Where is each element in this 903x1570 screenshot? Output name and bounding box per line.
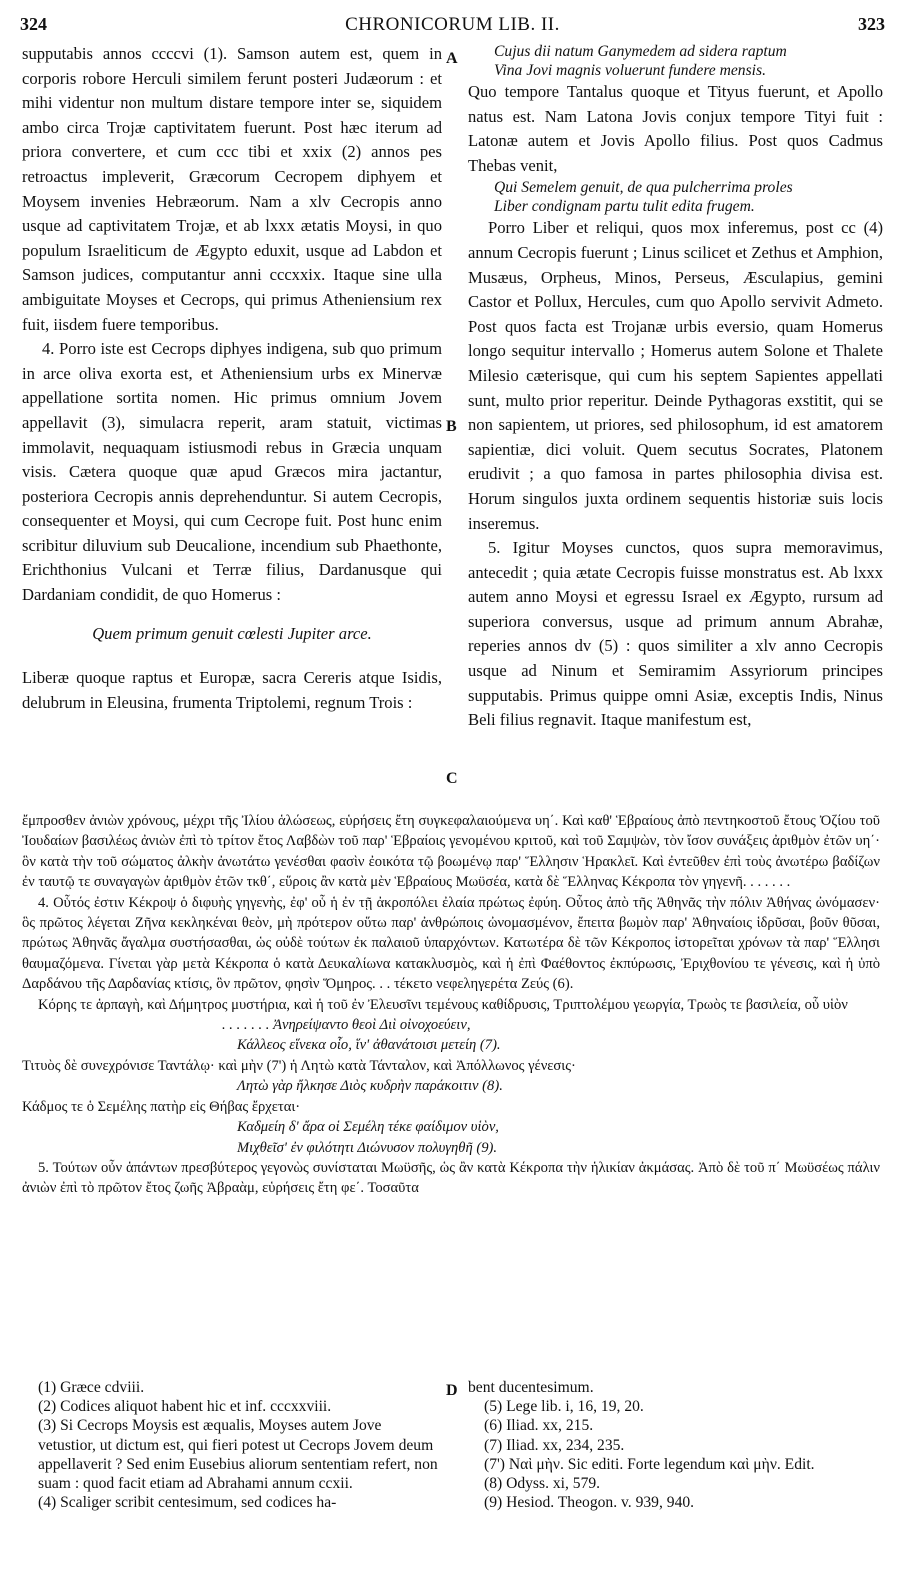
- footnote-7-prime: (7') Ναὶ μὴν. Sic editi. Forte legendum καὶ μὴν. Edit.: [484, 1455, 815, 1473]
- footnote-7: (7) Iliad. xx, 234, 235.: [484, 1436, 625, 1454]
- greek-paragraph-5: Κάδμος τε ὁ Σεμέλης πατὴρ εἰς Θήβας ἔρχεται·: [22, 1098, 301, 1115]
- greek-text-block: [22, 811, 880, 1199]
- greek-paragraph-1: ἔμπροσθεν ἀνιὼν χρόνους, μέχρι τῆς Ἰλίου ἁλώσεως, εὑρήσεις ἔτη συγκεφαλαιούμενα υη΄. Καὶ καθ' Ἑβραίους ἀπὸ πεντηκοστοῦ ἔτους Ὀζίου τοῦ Ἰουδαίων βασιλέως ἀνιὼν ἐπὶ τὸ τρίτον ἔτος Λαβδὼν τοῦ παρ' Ἑβραίοις γενομένου κριτοῦ, καὶ τοῦ Σαμψὼν, τὸν ἴσον συνάξεις ἀριθμὸν ἐτῶν υη΄· ὃν κατὰ τὴν τοῦ σώματος ἀλκὴν ἀνωτάτω γενέσθαι φασὶν ἐοικότα τῷ βοωμένῳ παρ' Ἕλλησιν Ἡρακλεῖ. Καὶ ἐντεῦθεν ἐπὶ τοὺς ἀνωτέρω βαδίζων ἐν ταυτῷ τε συναγαγὼν ἀριθμὸν ἐτῶν τκθ΄, εὕροις ἂν κατὰ μὲν Ἑβραίους Μωϋσέα, κατὰ δὲ Ἕλληνας Κέκροπα τὸν γηγενῆ. . . . . . .: [22, 813, 880, 891]
- margin-letter-b: B: [446, 418, 457, 435]
- latin-right-column: [468, 42, 883, 733]
- margin-letter-d: D: [446, 1382, 458, 1399]
- page-number-right: 323: [858, 14, 885, 34]
- right-verse-1-line-2: Vina Jovi magnis voluerunt fundere mensis.: [494, 62, 766, 79]
- footnotes-left: [22, 1378, 442, 1512]
- greek-verse-3b: Μιχθεῖσ' ἐν φιλότητι Διώνυσον πολυγηθῆ (9).: [237, 1139, 498, 1156]
- page-header: [20, 14, 885, 40]
- right-paragraph-1: Quo tempore Tantalus quoque et Tityus fuerunt, et Apollo natus est. Nam Latona Jovis conjux tempore Tityi fuit : Latonæ autem et Jovis Apollo filius. Post quos Cadmus Thebas venit,: [468, 82, 883, 175]
- left-paragraph-2: 4. Porro iste est Cecrops diphyes indigena, sub quo primum in arce oliva exorta est, et Atheniensium urbs ex Minervæ appellatione sortita nomen. Hic primus omnium Jovem appellavit (3), simulacra reperit, aram statuit, victimas immolavit, nequaquam istiusmodi rebus in Græcia unquam visis. Cætera quoque quæ apud Græcos mira jactantur, posteriora Cecropis annis deprehenduntur. Si autem Cecropis, consequenter et Moysi, qui cum Cecrope fuit. Post hunc enim scribitur diluvium sub Deucalione, incendium sub Phaethonte, Erichthonius Vulcani et Terræ filius, Dardanusque qui Dardaniam condidit, de quo Homerus :: [22, 339, 442, 605]
- footnotes-right: [468, 1378, 883, 1512]
- footnote-6: (6) Iliad. xx, 215.: [484, 1417, 594, 1435]
- greek-verse-3a: Καδμείη δ' ἄρα οἱ Σεμέλη τέκε φαίδιμον υἱὸν,: [237, 1119, 499, 1136]
- greek-paragraph-3: Κόρης τε ἁρπαγὴ, καὶ Δήμητρος μυστήρια, καὶ ἡ τοῦ ἐν Ἐλευσῖνι τεμένους καθίδρυσις, Τριπτολέμου γεωργία, Τρωὸς τε βασιλεία, οὗ υἱὸν: [38, 996, 848, 1013]
- greek-paragraph-6: 5. Τούτων οὖν ἁπάντων πρεσβύτερος γεγονὼς συνίσταται Μωϋσῆς, ὡς ἂν κατὰ Κέκροπα τὴν ἡλικίαν ἀκμάσας. Ἀπὸ δὲ τοῦ π΄ Μωϋσέως πάλιν ἀνιὼν ἐπὶ τὸ πρῶτον ἔτος ζωῆς Ἀβραὰμ, εὑρήσεις ἔτη φε΄. Τοσαῦτα: [22, 1159, 880, 1197]
- running-title: CHRONICORUM LIB. II.: [345, 14, 560, 35]
- footnote-8: (8) Odyss. xi, 579.: [484, 1475, 601, 1493]
- page-number-left: 324: [20, 14, 47, 34]
- greek-verse-1a: . . . . . . . Ἀνηρείψαντο θεοὶ Διὶ οἰνοχοεύειν,: [222, 1017, 471, 1034]
- greek-paragraph-4: Τιτυὸς δὲ συνεχρόνισε Ταντάλῳ· καὶ μὴν (7') ἡ Λητὼ κατὰ Τάνταλον, καὶ Ἀπόλλωνος γένεσις·: [22, 1057, 576, 1074]
- right-verse-2-line-2: Liber condignam partu tulit edita frugem.: [494, 198, 755, 216]
- footnote-1: (1) Græce cdviii.: [38, 1379, 145, 1396]
- right-paragraph-3: 5. Igitur Moyses cunctos, quos supra memoravimus, antecedit ; quia ætate Cecropis fuisse monstratus est. Ab lxxx autem anno Moysi et egressu Israel ex Ægypto, rursum ad superiora conversus, usque ad primum annum Abrahæ, reperies annos dv (5) : quos similiter a xlv anno Cecropis usque ad Ninum et Semiramim Assyriorum principes supputabis. Primus quippe omni Asiæ, exceptis Indis, Ninus Beli filius regnavit. Itaque manifestum est,: [468, 538, 883, 730]
- right-verse-2-line-1: Qui Semelem genuit, de qua pulcherrima proles: [494, 179, 793, 197]
- margin-letter-a: A: [446, 50, 458, 67]
- footnote-4: (4) Scaliger scribit centesimum, sed codices ha-: [38, 1494, 337, 1512]
- left-verse: Quem primum genuit cœlesti Jupiter arce.: [92, 623, 372, 643]
- footnote-4-continued: bent ducentesimum.: [468, 1379, 594, 1396]
- greek-verse-1b: Κάλλεος εἵνεκα οἷο, ἵν' ἀθανάτοισι μετείη (7).: [237, 1037, 501, 1054]
- footnote-2: (2) Codices aliquot habent hic et inf. cccxxviii.: [38, 1398, 332, 1416]
- right-paragraph-2: Porro Liber et reliqui, quos mox inferemus, post cc (4) annum Cecropis fuerunt ; Linus scilicet et Zethus et Amphion, Musæus, Orpheus, Minos, Perseus, Æsculapius, gemini Castor et Pollux, Hercules, cum quo Apollo servivit Admeto. Post quos facta est Trojanæ urbis eversio, quam Homerus longo sequitur intervallo ; Homerus autem Solone et Thalete Milesio cæterisque, qui cum his septem Sapientes appellati sunt, multo prior reperitur. Deinde Pythagoras exstitit, qui se non sapientem, ut priores, sed philosophum, id est amatorem sapientiæ, dici voluit. Quem secutus Socrates, Platonem erudivit ; a quo famosa in partes philosophia divisa est. Horum singulos juxta ordinem sequentis historiæ suis locis inseremus.: [468, 218, 883, 533]
- latin-left-column: [22, 42, 442, 715]
- footnote-3: (3) Si Cecrops Moysis est æqualis, Moyses autem Jove vetustior, ut dictum est, qui fieri potest ut Cecrops Jovem deum appellaverit ? Sed enim Eusebius aliorum sententiam refert, non suam : quod facit etiam ad Abrahami annum ccxii.: [38, 1417, 438, 1493]
- greek-verse-2: Λητὼ γὰρ ἤλκησε Διὸς κυδρὴν παράκοιτιν (8).: [237, 1078, 503, 1095]
- left-paragraph-1: supputabis annos ccccvi (1). Samson autem est, quem in corporis robore Herculi similem ferunt posteri Judæorum : et mihi videntur non multum distare tempore inter se, siquidem ambo circa Trojæ captivitatem fuerunt. Post hæc iterum ad priora convertere, et cum ccc tibi et xxix (2) annos pes retroactus impleverit, Græcorum Cecropem diphyem et Moysem invenies Hebræorum. Nam a xlv Cecropis anno usque ad captivitatem Trojæ, et ab lxxx ætatis Moysi, in quo populum Israeliticum de Ægypto eduxit, usque ad Labdon et Samson judices, computantur anni cccxxix. Itaque sine ulla ambiguitate Moyses et Cecrops, qui primus Atheniensium rex fuit, iisdem fuere temporibus.: [22, 44, 442, 334]
- left-paragraph-3: Liberæ quoque raptus et Europæ, sacra Cereris atque Isidis, delubrum in Eleusina, frumenta Triptolemi, regnum Trois :: [22, 668, 442, 712]
- margin-letter-c: C: [446, 770, 458, 787]
- right-verse-1-line-1: Cujus dii natum Ganymedem ad sidera raptum: [494, 43, 787, 60]
- footnote-5: (5) Lege lib. i, 16, 19, 20.: [484, 1398, 644, 1416]
- greek-paragraph-2: 4. Οὗτός ἐστιν Κέκροψ ὁ διφυὴς γηγενὴς, ἐφ' οὗ ἡ ἐν τῇ ἀκροπόλει ἐλαία πρώτως ἐφύη. Οὗτος ἀπὸ τῆς Ἀθηνᾶς τὴν πόλιν Ἀθήνας ὠνόμασεν· ὃς πρῶτος λέγεται Ζῆνα κεκληκέναι θεὸν, μὴ πρότερον οὕτω παρ' ἀνθρώποις ὠνομασμένον, ἔπειτα βωμὸν παρ' Ἀθηναίοις ἱδρῦσαι, βοῦν θῦσαι, πρώτως Ἀθηνᾶς ἄγαλμα συστήσασθαι, ὡς οὐδὲ τούτων ἐκ παλαιοῦ ὑπαρχόντων. Κατωτέρα δὲ τῶν Κέκροπος ἱστορεῖται χρόνων τὰ παρ' Ἕλλησι θαυμαζόμενα. Γίνεται γὰρ μετὰ Κέκροπα ὁ κατὰ Δευκαλίωνα κατακλυσμὸς, καὶ ἡ ἐπὶ Φαέθοντος ἐκπύρωσις, Ἐριχθονίου τε γένεσις, καὶ ἡ ὑπὸ Δαρδάνου τῆς Δαρδανίας κτίσις, ὃν πρῶτον, φησὶν Ὅμηρος. . . τέκετο νεφεληγερέτα Ζεύς (6).: [22, 894, 880, 993]
- footnote-9: (9) Hesiod. Theogon. v. 939, 940.: [484, 1494, 695, 1512]
